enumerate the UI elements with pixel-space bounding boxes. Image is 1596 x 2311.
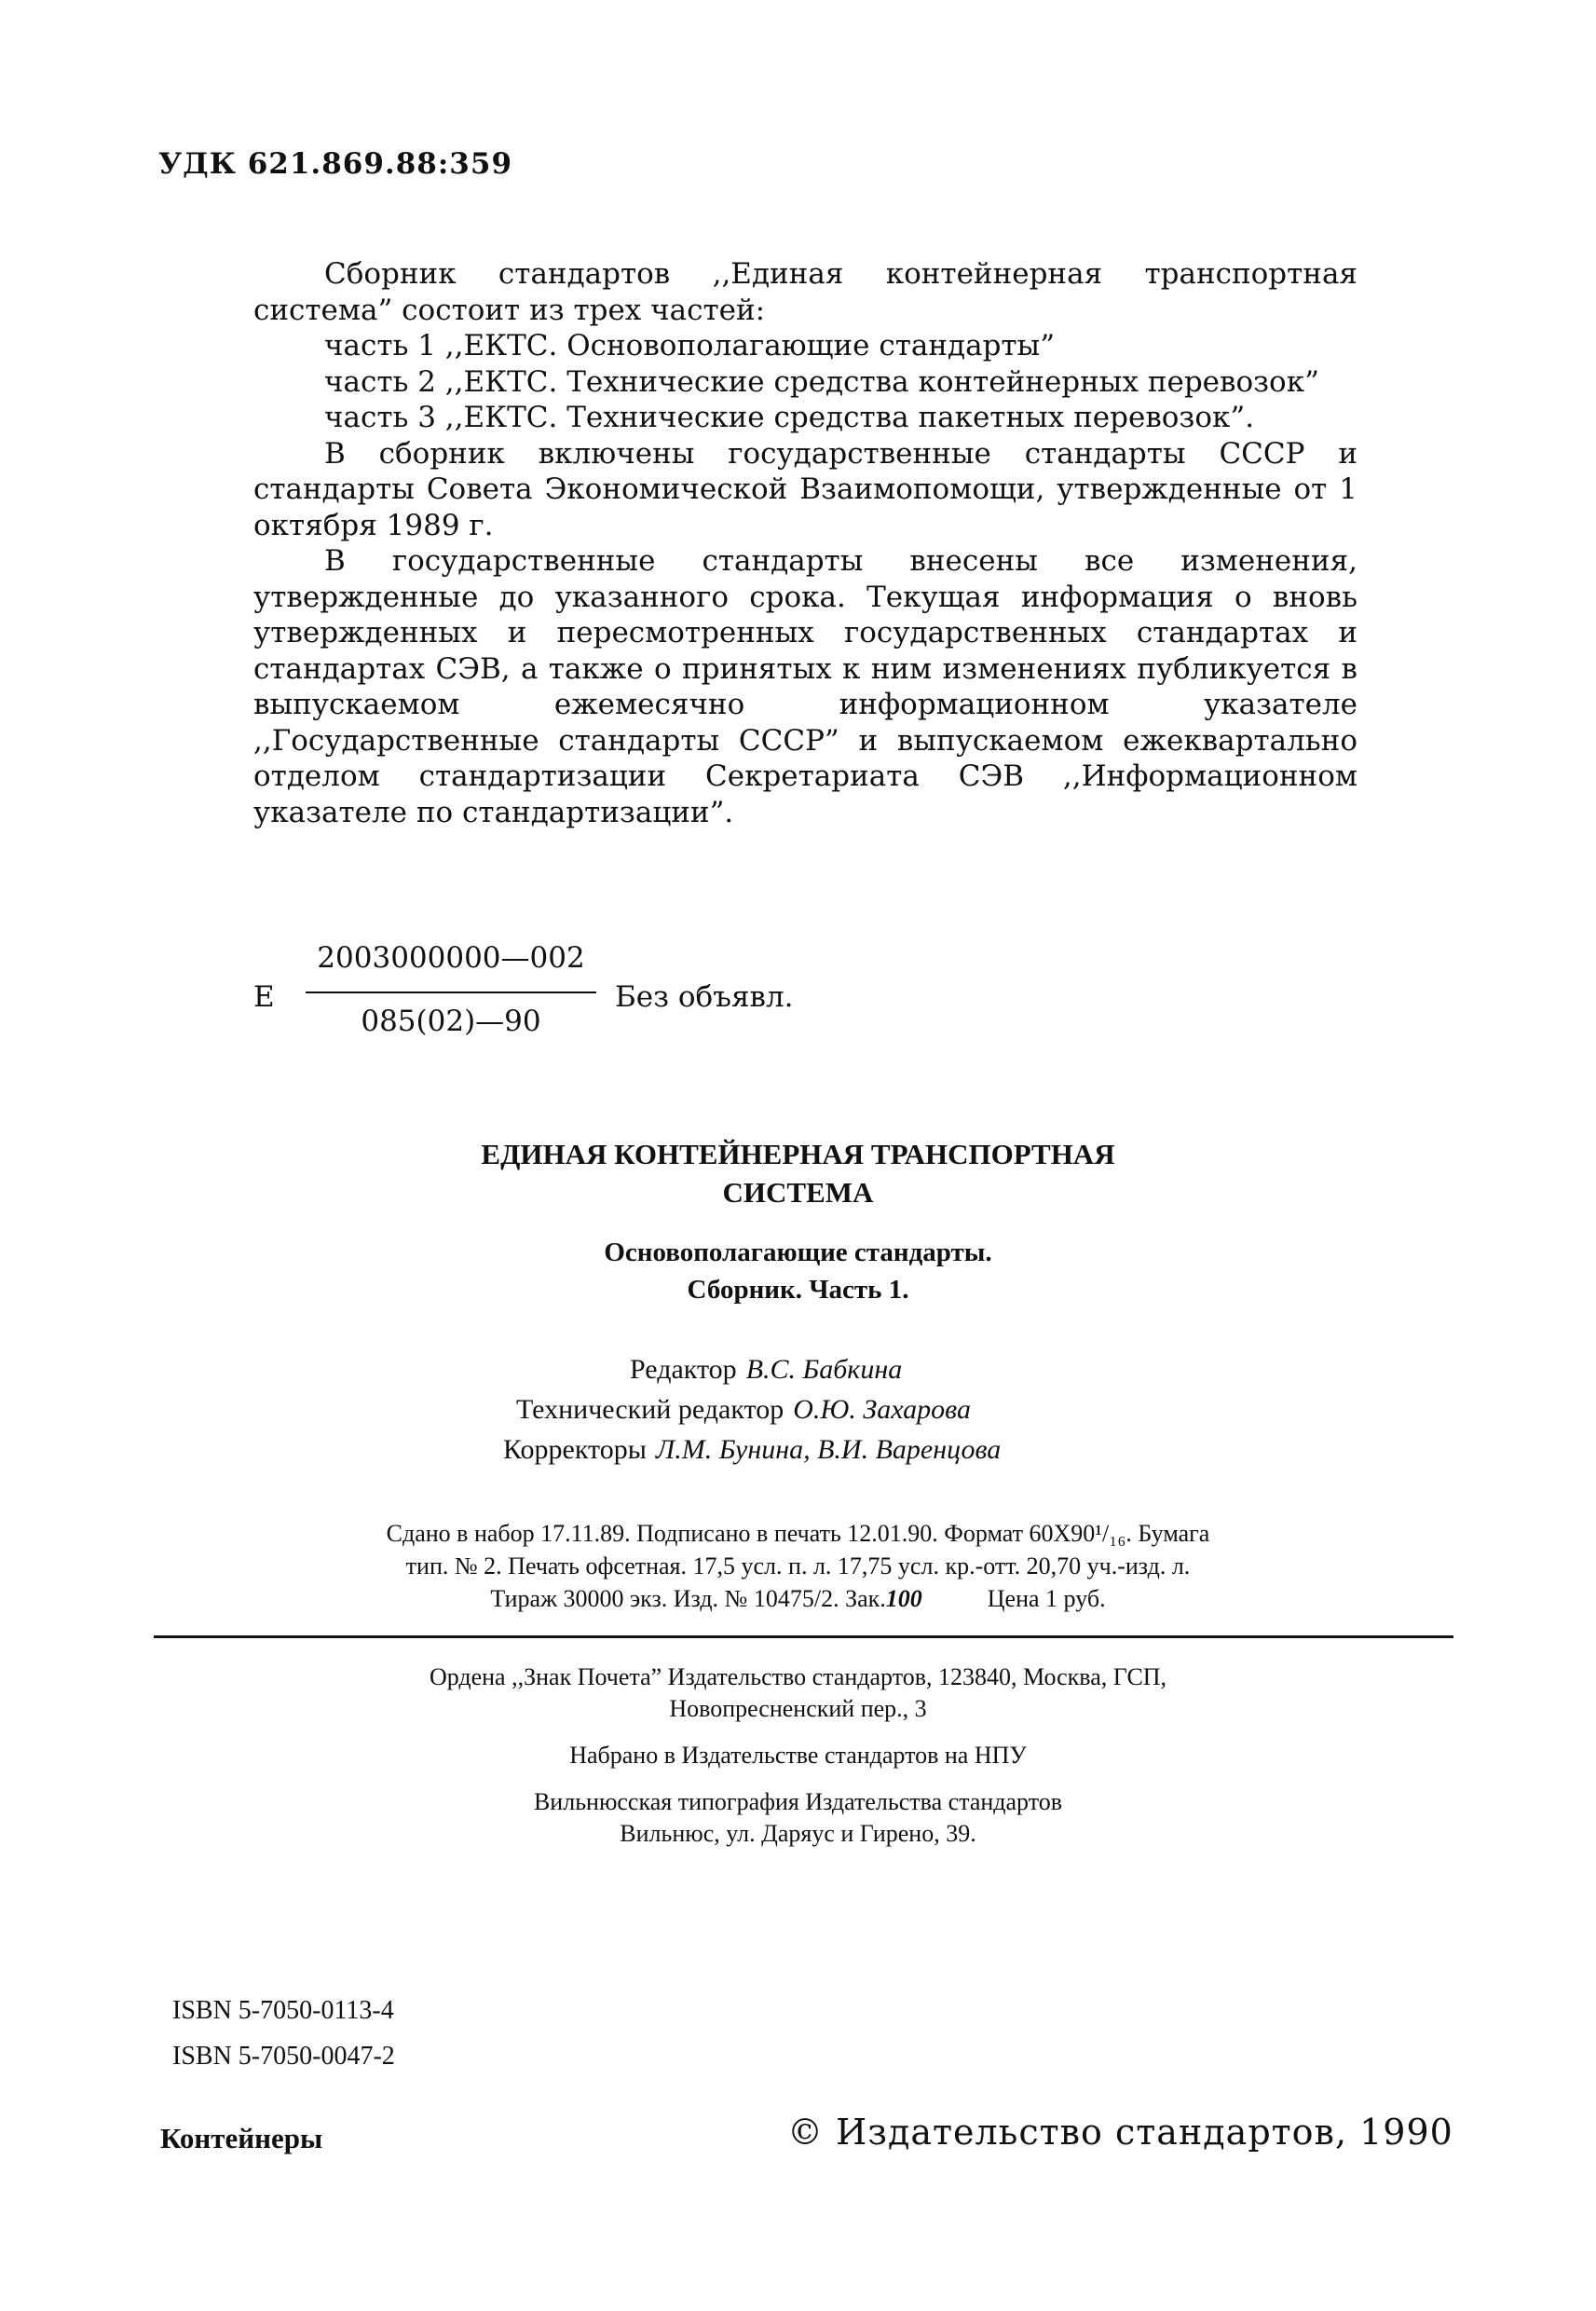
correctors-names: Л.М. Бунина, В.И. Варенцова (655, 1434, 1002, 1465)
subtitle-line-1: Основополагающие стандарты. (604, 1238, 992, 1267)
typeset-info: Набрано в Издательстве стандартов на НПУ (569, 1742, 1027, 1769)
title-line-2: СИСТЕМА (722, 1176, 874, 1209)
publisher-line-2: Новопресненский пер., 3 (669, 1695, 927, 1722)
intro-paragraph-changes: В государственные стандарты внесены все изменения, утвержденные до указанного срока. Текущая информация о вновь утвержденных и пересмотренных государственных стандартах и стандартах СЭВ, а также о принятых к ним изменениях публикуется в выпускаемом ежемесячно информационном указателе ,,Государственные стандарты СССР” и выпускаемом ежеквартально отделом стандартизации Секретариата СЭВ ,,Информационном указателе по стандартизации”. (253, 544, 1357, 829)
publisher-block (0, 1661, 1596, 1850)
index-letter: Е (253, 980, 275, 1014)
index-code (253, 941, 906, 1053)
subtitle-line-2: Сборник. Часть 1. (687, 1275, 909, 1305)
index-denominator: 085(02)—90 (361, 1005, 541, 1038)
title-line-1: ЕДИНАЯ КОНТЕЙНЕРНАЯ ТРАНСПОРТНАЯ (481, 1138, 1115, 1170)
printer-line-2: Вильнюс, ул. Даряус и Гирено, 39. (620, 1820, 976, 1847)
intro-paragraph-included: В сборник включены государственные стандарты СССР и стандарты Совета Экономической Взаимопомощи, утвержденные от 1 октября 1989 г. (253, 436, 1357, 542)
order-number: 100 (885, 1585, 922, 1612)
intro-part-3: часть 3 ,,ЕКТС. Технические средства пакетных перевозок”. (324, 401, 1255, 434)
topic-label: Контейнеры (160, 2122, 323, 2154)
udk-code: УДК 621.869.88:359 (158, 147, 513, 181)
editor-name: В.С. Бабкина (745, 1354, 903, 1385)
book-title (0, 1135, 1596, 1211)
intro-paragraph-collection: Сборник стандартов ,,Единая контейнерная транспортная система” состоит из трех частей: (253, 257, 1357, 327)
isbn-block (172, 1988, 395, 2079)
imprint-line-1: Сдано в набор 17.11.89. Подписано в печать 12.01.90. Формат 60Х90¹/₁₆. Бумага (386, 1520, 1210, 1547)
book-subtitle (0, 1234, 1596, 1308)
intro-part-2: часть 2 ,,ЕКТС. Технические средства контейнерных перевозок” (324, 364, 1319, 399)
index-note: Без объявл. (615, 980, 794, 1014)
imprint-block (0, 1517, 1596, 1615)
editor-role: Редактор (630, 1354, 737, 1385)
price: Цена 1 руб. (987, 1585, 1106, 1612)
tech-editor-row (503, 1389, 1001, 1429)
correctors-row (503, 1429, 1001, 1470)
correctors-role: Корректоры (503, 1434, 647, 1465)
fraction-line (306, 991, 596, 993)
imprint-run: Тираж 30000 экз. Изд. № 10475/2. Зак. (490, 1585, 886, 1612)
copyright-notice: © Издательство стандартов, 1990 (787, 2112, 1453, 2153)
editor-row (503, 1349, 1001, 1389)
isbn-2: ISBN 5-7050-0047-2 (172, 2042, 395, 2071)
tech-editor-role: Технический редактор (516, 1394, 784, 1425)
index-numerator: 2003000000—002 (317, 941, 585, 975)
isbn-1: ISBN 5-7050-0113-4 (172, 1996, 394, 2025)
intro-part-1: часть 1 ,,ЕКТС. Основополагающие стандарты” (324, 329, 1056, 362)
imprint-line-2: тип. № 2. Печать офсетная. 17,5 усл. п. л. 17,75 усл. кр.-отт. 20,70 уч.-изд. л. (405, 1552, 1191, 1579)
intro-text (253, 256, 1357, 830)
tech-editor-name: О.Ю. Захарова (793, 1394, 971, 1425)
printer-line-1: Вильнюсская типография Издательства стандартов (533, 1788, 1063, 1815)
editors-block (503, 1349, 1001, 1470)
imprint-line-3 (0, 1582, 1596, 1615)
horizontal-rule (154, 1635, 1453, 1638)
publisher-line-1: Ордена ,,Знак Почета” Издательство стандартов, 123840, Москва, ГСП, (429, 1663, 1167, 1690)
